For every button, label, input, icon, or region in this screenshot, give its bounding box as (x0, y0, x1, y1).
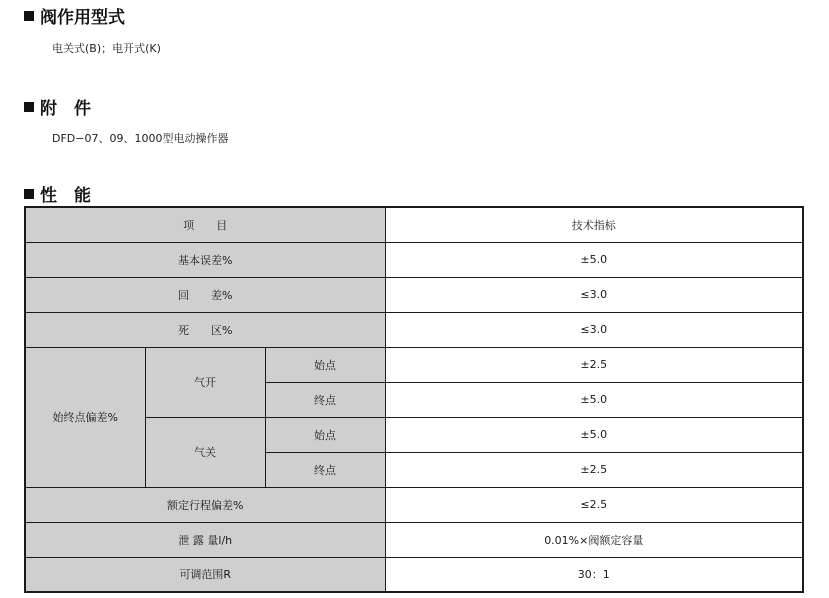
table-row (25, 312, 803, 347)
air-open-start-label: 始点 (265, 347, 385, 382)
accessories-text: DFD−07、09、1000型电动操作器 (52, 132, 229, 145)
valve-action-text: 电关式(B)；电开式(K) (52, 42, 161, 55)
header-spec-cell: 技术指标 (385, 207, 803, 242)
square-bullet-icon (24, 189, 34, 199)
air-close-label: 气关 (145, 417, 265, 487)
air-close-start-value: ±5.0 (385, 417, 803, 452)
hysteresis-value: ≤3.0 (385, 277, 803, 312)
heading-valve-action-text: 阀作用型式 (40, 8, 125, 28)
air-open-label: 气开 (145, 347, 265, 417)
table-row (25, 207, 803, 242)
dead-band-label: 死 区% (25, 312, 385, 347)
heading-performance-text: 性 能 (40, 186, 91, 206)
table-row (25, 242, 803, 277)
heading-accessories (24, 94, 91, 119)
table-row (25, 557, 803, 592)
basic-error-value: ±5.0 (385, 242, 803, 277)
table-row (25, 487, 803, 522)
dead-band-value: ≤3.0 (385, 312, 803, 347)
rated-travel-deviation-value: ≤2.5 (385, 487, 803, 522)
square-bullet-icon (24, 11, 34, 21)
leakage-label: 泄 露 量l/h (25, 522, 385, 557)
air-close-start-label: 始点 (265, 417, 385, 452)
basic-error-label: 基本误差% (25, 242, 385, 277)
table-row (25, 347, 803, 382)
square-bullet-icon (24, 102, 34, 112)
air-close-end-value: ±2.5 (385, 452, 803, 487)
air-open-end-value: ±5.0 (385, 382, 803, 417)
leakage-value: 0.01%×阀额定容量 (385, 522, 803, 557)
header-item-cell: 项 目 (25, 207, 385, 242)
hysteresis-label: 回 差% (25, 277, 385, 312)
rated-travel-deviation-label: 额定行程偏差% (25, 487, 385, 522)
heading-performance (24, 181, 91, 206)
rangeability-value: 30：1 (385, 557, 803, 592)
table-row (25, 277, 803, 312)
performance-table (24, 206, 804, 593)
rangeability-label: 可调范围R (25, 557, 385, 592)
heading-accessories-text: 附 件 (40, 99, 91, 119)
air-open-start-value: ±2.5 (385, 347, 803, 382)
air-close-end-label: 终点 (265, 452, 385, 487)
endpoint-deviation-label: 始终点偏差% (25, 347, 145, 487)
table-row (25, 522, 803, 557)
air-open-end-label: 终点 (265, 382, 385, 417)
heading-valve-action (24, 3, 125, 28)
